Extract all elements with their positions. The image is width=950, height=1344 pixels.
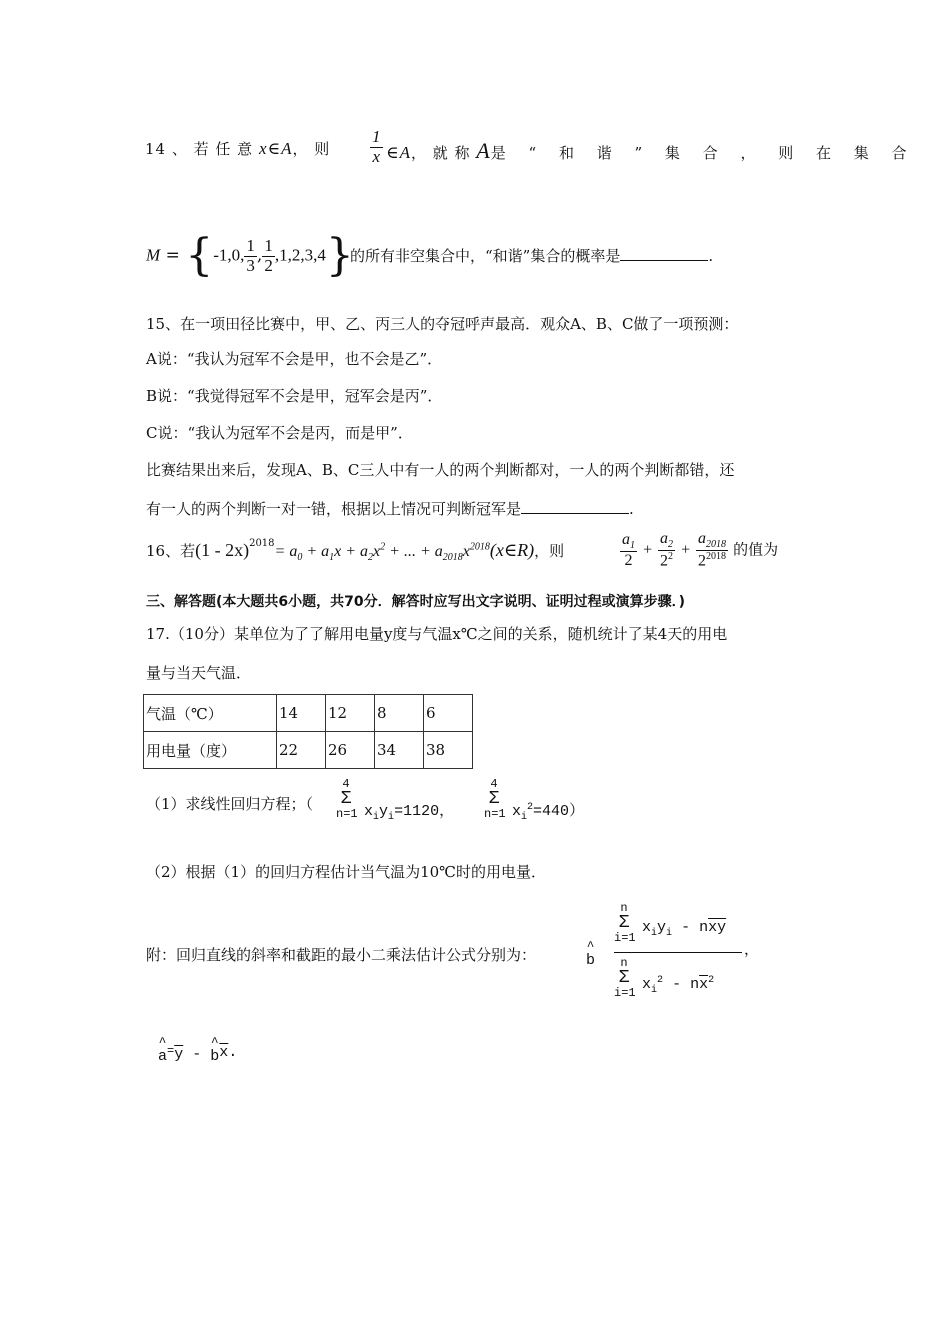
x-mean: $\overline{x}$ (699, 976, 709, 993)
x-var: x (364, 803, 374, 820)
q17-line2: 量与当天气温． (146, 664, 252, 682)
sum2-body (512, 799, 584, 823)
q16-rhs4: x (373, 543, 381, 560)
equals: = (167, 1044, 175, 1058)
table-cell: 用电量（度） (144, 732, 277, 769)
sum-bot: i=1 (614, 931, 636, 945)
sub-i: i (388, 812, 395, 823)
q14-set-a: A (476, 138, 491, 163)
frac-den: x (372, 146, 381, 166)
frac-num-sub: 2018 (705, 539, 726, 551)
left-brace-icon: { (185, 230, 214, 281)
frac-num: a (697, 530, 706, 547)
set-elems-a: -1,0, (213, 245, 245, 265)
q15-a: A说：“我认为冠军不会是甲，也不会是乙”． (146, 350, 443, 368)
set-frac-1-3 (244, 237, 257, 275)
sum-top: 4 (490, 777, 498, 791)
q16-exp2: 2 (380, 541, 386, 553)
table-row (144, 695, 473, 732)
x-mean: $\overline{x}$ (219, 1044, 229, 1061)
table-cell: 8 (375, 695, 424, 732)
right-brace-icon: } (325, 230, 354, 281)
exp-2: 2 (527, 802, 534, 813)
b-var: b (210, 1048, 220, 1065)
sub-i: i (651, 928, 658, 939)
plus: + (642, 541, 653, 559)
table-cell: 14 (277, 695, 326, 732)
q16-sub2: 2 (368, 552, 374, 564)
frac-den-exp: 2 (667, 551, 673, 563)
q16-frac2 (658, 530, 675, 570)
hat-icon: ^ (210, 1035, 219, 1050)
q14-tail-text: 的所有非空集合中，“和谐”集合的概率是 (350, 247, 621, 265)
sum-top: 4 (342, 777, 350, 791)
close-paren: ） (569, 803, 585, 820)
q16-cond: (x∈R) (489, 540, 535, 560)
q17-p2: （2）根据（1）的回归方程估计当气温为10℃时的用电量． (146, 863, 546, 881)
b-hat (586, 940, 595, 968)
section-heading: 三、解答题(本大题共6小题，共70分．解答时应写出文字说明、证明过程或演算步骤．) (146, 594, 686, 610)
q16-rhs2: + a (302, 543, 330, 560)
frac-num-sub: 1 (630, 539, 635, 551)
table-cell: 22 (277, 732, 326, 769)
denominator (642, 976, 714, 996)
q14-line1 (145, 138, 330, 159)
frac-num: 1 (246, 235, 255, 255)
q17-line1: 17.（10分）某单位为了了解用电量y度与气温x℃之间的关系，随机统计了某4天的用电 (146, 625, 728, 643)
q16-prefix: 16、若 (146, 542, 196, 560)
q16-frac1 (620, 531, 637, 570)
set-m: M (146, 245, 161, 265)
q15-end: . (629, 500, 634, 518)
sum1-body (364, 799, 454, 823)
exp-2: 2 (657, 975, 664, 986)
q15-c: C说：“我认为冠军不会是丙，而是甲”． (146, 424, 413, 442)
sigma-icon: Σ (340, 789, 352, 809)
q17-p1-label: （1）求线性回归方程；（ (146, 795, 314, 813)
q16-rhs5: + ... + a (385, 543, 443, 560)
q16-then: ，则 (534, 542, 565, 560)
q16-sub2018: 2018 (442, 552, 463, 564)
b-var: b (586, 952, 596, 969)
sum-bot: n=1 (336, 807, 358, 821)
sub-i: i (666, 928, 673, 939)
exp-2: 2 (708, 975, 715, 986)
q15-line1: 15、在一项田径比赛中，甲、乙、丙三人的夺冠呼声最高．观众A、B、C做了一项预测： (146, 315, 739, 333)
sum-bot: n=1 (484, 807, 506, 821)
sum1-value: =1120， (394, 803, 455, 820)
comma: ， (744, 940, 760, 958)
q14-line1-rest (386, 138, 916, 164)
answer-blank (620, 259, 708, 261)
frac-den-exp: 2018 (705, 551, 726, 563)
q14-text-d: 是 “ 和 谐 ” 集 合 ， 则 在 集 合 (490, 144, 916, 162)
frac-num: 1 (372, 127, 381, 146)
set-eq: = (165, 245, 180, 266)
q15-line5: 比赛结果出来后，发现A、B、C三人中有一人的两个判断都对，一人的两个判断都错，还 (146, 461, 735, 479)
q14-x-in-a: x∈A (258, 139, 293, 158)
frac-num: 1 (264, 235, 273, 255)
q16-sub0: 0 (297, 552, 303, 564)
minus: - (192, 1046, 202, 1063)
frac-num: a (622, 530, 630, 548)
answer-blank (521, 512, 629, 514)
q16-exp2018: 2018 (469, 541, 490, 553)
a-formula (158, 1036, 237, 1064)
frac-den: 3 (246, 255, 255, 275)
xy-mean: $\overline{xy}$ (708, 919, 727, 936)
frac-den: 2 (659, 552, 668, 570)
q16-rhs3: x + a (334, 543, 369, 560)
table-row (144, 732, 473, 769)
set-frac-1-2 (262, 237, 275, 275)
y-mean: $\overline{y}$ (174, 1046, 184, 1063)
q14-line2: M = {-1,0, $\frac{1}{3}$ , $\frac{1}{2}$ ,1,2,3,4} (146, 230, 354, 281)
x-var: x (642, 919, 652, 936)
plus: + (680, 541, 691, 559)
frac-den: 2 (264, 255, 273, 275)
sum1 (336, 778, 356, 820)
fraction-bar (614, 952, 742, 953)
sigma-icon: Σ (618, 968, 630, 988)
minus-n: - n (672, 976, 700, 993)
hat-icon: ^ (158, 1035, 167, 1050)
q15-line6 (146, 498, 634, 519)
x-var: x (642, 976, 652, 993)
table-cell: 气温（℃） (144, 695, 277, 732)
q16-exp: 2018 (249, 538, 275, 549)
sum-top: n (620, 956, 628, 970)
table-cell: 26 (326, 732, 375, 769)
hat-icon: ^ (586, 939, 595, 954)
q16-rhs1: = a (274, 543, 298, 560)
q14-text-b: ， 则 (292, 140, 331, 158)
sum-bot: i=1 (614, 986, 636, 1000)
q15-line6-text: 有一人的两个判断一对一错，根据以上情况可判断冠军是 (146, 500, 522, 518)
minus-n: - n (681, 919, 709, 936)
sub-i: i (521, 812, 528, 823)
q14-in-a: ∈A (386, 143, 411, 162)
q16-fractions (620, 530, 778, 570)
q16-frac3 (696, 530, 728, 570)
sum2 (484, 778, 504, 820)
q16-line (146, 538, 564, 563)
q14-fraction-1-over-x (370, 128, 383, 166)
sub-i: i (373, 812, 380, 823)
frac-num-sub: 2 (667, 539, 673, 551)
q16-suffix: 的值为 (733, 540, 779, 559)
q14-text-a: 14 、 若 任 意 (145, 140, 259, 158)
data-table (143, 694, 473, 769)
y-var: y (379, 803, 389, 820)
q17-appendix: 附：回归直线的斜率和截距的最小二乘法估计公式分别为： (146, 946, 537, 964)
table-cell: 34 (375, 732, 424, 769)
q16-rhs6: x (462, 543, 470, 560)
q15-b: B说：“我觉得冠军不会是甲，冠军会是丙”． (146, 387, 443, 405)
table-cell: 6 (424, 695, 473, 732)
q14-line2-tail (350, 245, 713, 266)
q16-base: (1 - 2x) (195, 540, 250, 560)
frac-den: 2 (624, 551, 633, 569)
period: . (228, 1044, 238, 1061)
a-var: a (158, 1048, 168, 1065)
q16-sub1: 1 (329, 552, 335, 564)
sigma-icon: Σ (618, 913, 630, 933)
frac-num: a (659, 530, 668, 547)
y-var: y (657, 919, 667, 936)
numerator (642, 920, 726, 939)
sum2-value: =440 (533, 803, 570, 820)
sub-i: i (651, 985, 658, 996)
sigma-icon: Σ (488, 789, 500, 809)
x-var: x (512, 803, 522, 820)
set-elems-b: ,1,2,3,4 (274, 245, 326, 265)
sum-top: n (620, 901, 628, 915)
q14-text-c: ， 就 称 (410, 144, 477, 162)
table-cell: 38 (424, 732, 473, 769)
table-cell: 12 (326, 695, 375, 732)
frac-den: 2 (697, 552, 706, 570)
q14-end: . (708, 247, 714, 265)
